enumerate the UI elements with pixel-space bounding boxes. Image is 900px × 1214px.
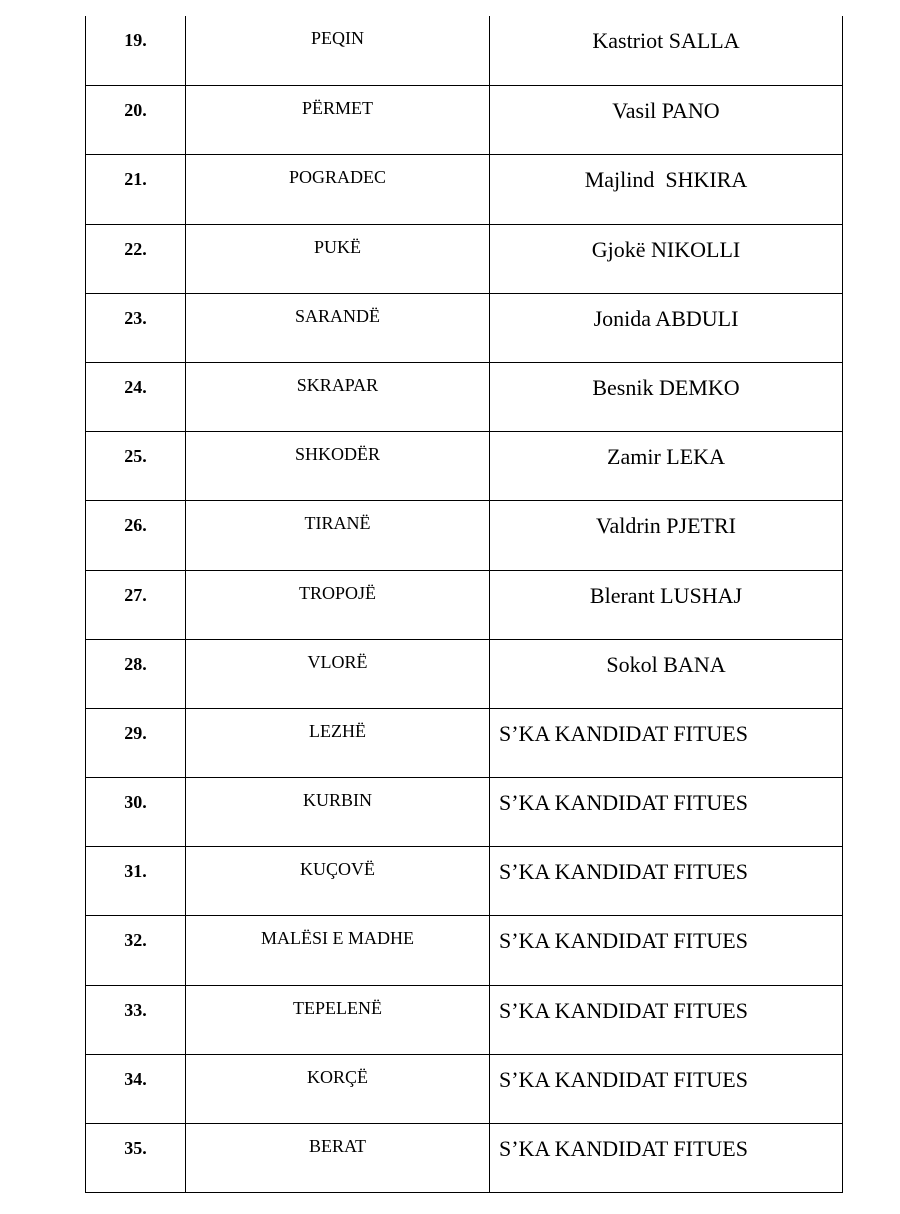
table-row (86, 293, 842, 362)
municipality-name: KORÇË (186, 1055, 490, 1123)
no-winner-text: S’KA KANDIDAT FITUES (499, 1136, 748, 1161)
municipality-name: SKRAPAR (186, 363, 490, 431)
no-winner-text: S’KA KANDIDAT FITUES (499, 928, 748, 954)
municipality-name: KUÇOVË (186, 847, 490, 915)
municipality-name: PËRMET (186, 86, 490, 154)
table-row (86, 570, 842, 639)
table-row (86, 985, 842, 1054)
row-number: 30. (86, 778, 186, 846)
candidate-name: Sokol BANA (606, 651, 726, 677)
row-number: 33. (86, 986, 186, 1054)
municipality-name: KURBIN (186, 778, 490, 846)
municipality-name: VLORË (186, 640, 490, 708)
row-number: 21. (86, 155, 186, 223)
municipality-name: POGRADEC (186, 155, 490, 223)
row-number: 20. (86, 86, 186, 154)
municipality-name: SARANDË (186, 294, 490, 362)
candidate-name: Gjokë NIKOLLI (591, 236, 741, 262)
row-number: 25. (86, 432, 186, 500)
table-row (86, 1123, 842, 1192)
table-row (86, 431, 842, 500)
row-number: 31. (86, 847, 186, 915)
row-number: 34. (86, 1055, 186, 1123)
no-winner-text: S’KA KANDIDAT FITUES (499, 859, 748, 885)
municipality-name: TEPELENË (186, 986, 490, 1054)
no-winner-text: S’KA KANDIDAT FITUES (499, 1066, 748, 1092)
table-row (86, 154, 842, 223)
candidate-name: Jonida ABDULI (593, 305, 739, 331)
candidate-name: Kastriot SALLA (592, 28, 740, 53)
no-winner-text: S’KA KANDIDAT FITUES (499, 997, 748, 1023)
no-winner-text: S’KA KANDIDAT FITUES (499, 720, 748, 746)
row-number: 19. (86, 16, 186, 85)
municipality-name: MALËSI E MADHE (186, 916, 490, 984)
municipality-name: TIRANË (186, 501, 490, 569)
municipality-name: BERAT (186, 1124, 490, 1192)
table-row (86, 777, 842, 846)
table-row (86, 708, 842, 777)
table-row (86, 16, 842, 85)
candidate-name: Blerant LUSHAJ (589, 582, 743, 608)
row-number: 27. (86, 571, 186, 639)
candidate-name: Majlind SHKIRA (584, 167, 748, 193)
results-table (85, 16, 843, 1193)
row-number: 23. (86, 294, 186, 362)
row-number: 32. (86, 916, 186, 984)
row-number: 35. (86, 1124, 186, 1192)
candidate-name: Besnik DEMKO (592, 374, 740, 400)
candidate-name: Valdrin PJETRI (596, 513, 736, 539)
municipality-name: TROPOJË (186, 571, 490, 639)
table-row (86, 639, 842, 708)
municipality-name: LEZHË (186, 709, 490, 777)
table-row (86, 85, 842, 154)
municipality-name: PUKË (186, 225, 490, 293)
row-number: 26. (86, 501, 186, 569)
row-number: 24. (86, 363, 186, 431)
row-number: 22. (86, 225, 186, 293)
table-row (86, 915, 842, 984)
no-winner-text: S’KA KANDIDAT FITUES (499, 790, 748, 816)
table-row (86, 500, 842, 569)
table-row (86, 846, 842, 915)
table-row (86, 1054, 842, 1123)
row-number: 29. (86, 709, 186, 777)
row-number: 28. (86, 640, 186, 708)
municipality-name: SHKODËR (186, 432, 490, 500)
candidate-name: Vasil PANO (612, 98, 720, 124)
candidate-name: Zamir LEKA (607, 444, 725, 470)
table-row (86, 362, 842, 431)
table-row (86, 224, 842, 293)
municipality-name: PEQIN (186, 16, 490, 85)
